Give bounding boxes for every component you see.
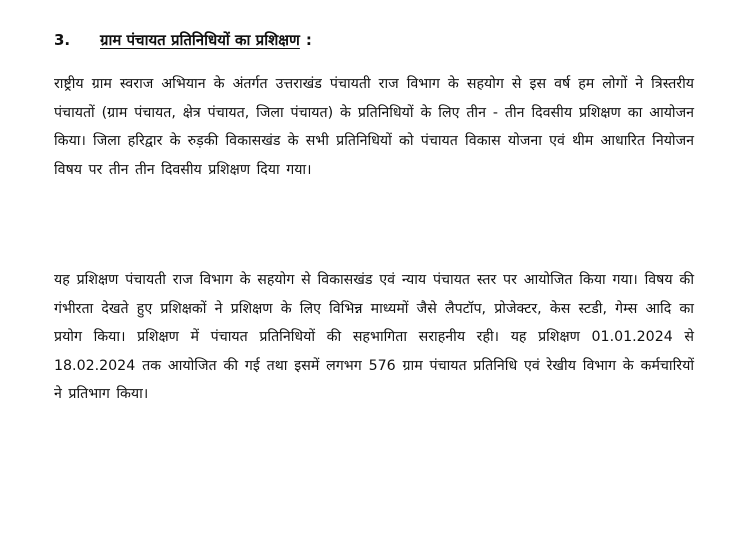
section-number: 3.: [54, 31, 71, 49]
section-title-colon: :: [305, 31, 312, 49]
body-paragraph: यह प्रशिक्षण पंचायती राज विभाग के सहयोग से विकासखंड एवं न्याय पंचायत स्तर पर आयोजित किया गया। विषय की गंभीरता देखते हुए प्रशिक्षकों ने प्रशिक्षण के लिए विभिन्न माध्यमों जैसे लैपटॉप, प्रोजेक्टर, केस स्टडी, गेम्स आदि का प्रयोग किया। प्रशिक्षण में पंचायत प्रतिनिधियों की सहभागिता सराहनीय रही। यह प्रशिक्षण 01.01.2024 से 18.02.2024 तक आयोजित की गई तथा इसमें लगभग 576 ग्राम पंचायत प्रतिनिधि एवं रेखीय विभाग के कर्मचारियों ने प्रतिभाग किया।: [54, 272, 694, 402]
body-paragraph: राष्ट्रीय ग्राम स्वराज अभियान के अंतर्गत उत्तराखंड पंचायती राज विभाग के सहयोग से इस वर्ष हम लोगों ने त्रिस्तरीय पंचायतों (ग्राम पंचायत, क्षेत्र पंचायत, जिला पंचायत) के प्रतिनिधियों के लिए तीन - तीन दिवसीय प्रशिक्षण का आयोजन किया। जिला हरिद्वार के रुड़की विकासखंड के सभी प्रतिनिधियों को पंचायत विकास योजना एवं थीम आधारित नियोजन विषय पर तीन तीन दिवसीय प्रशिक्षण दिया गया।: [54, 76, 694, 178]
section-heading: [54, 28, 312, 52]
section-title: ग्राम पंचायत प्रतिनिधियों का प्रशिक्षण: [100, 31, 300, 49]
